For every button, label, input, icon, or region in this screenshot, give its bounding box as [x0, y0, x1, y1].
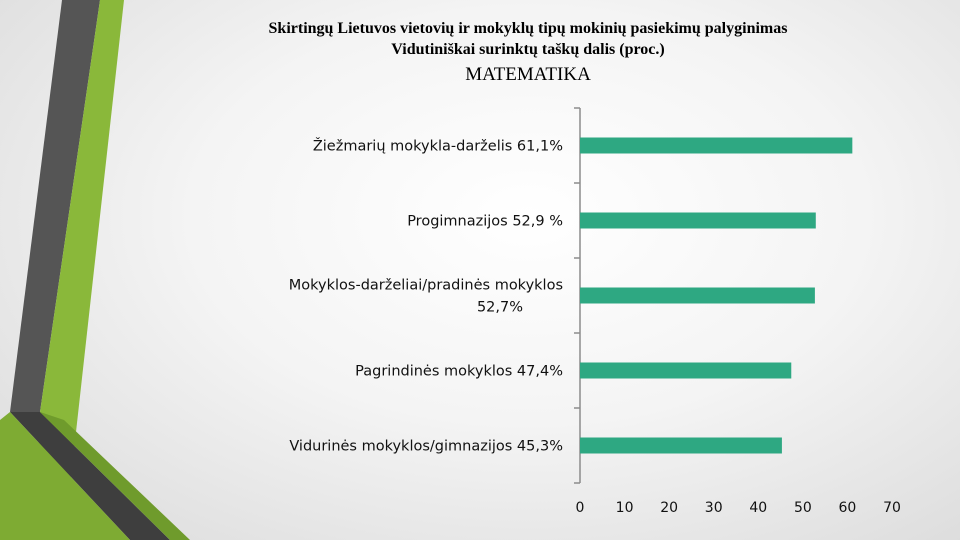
category-label: Mokyklos-darželiai/pradinės mokyklos 52,7% — [288, 277, 563, 316]
bar — [580, 363, 791, 379]
bar — [580, 438, 782, 454]
category-label: Žiežmarių mokykla-darželis 61,1% — [312, 138, 563, 155]
chart-title-line1: Skirtingų Lietuvos vietovių ir mokyklų tipų mokinių pasiekimų palyginimas — [268, 20, 788, 37]
x-tick-label: 60 — [838, 500, 857, 516]
x-tick-label: 30 — [704, 500, 723, 516]
x-tick-label: 20 — [660, 500, 679, 516]
bar — [580, 213, 816, 229]
category-label: Pagrindinės mokyklos 47,4% — [355, 363, 563, 380]
category-label: Progimnazijos 52,9 % — [407, 213, 563, 230]
chart-title-line2: Vidutiniškai surinktų taškų dalis (proc.) — [391, 41, 665, 58]
x-tick-label: 0 — [575, 500, 585, 516]
category-label: Vidurinės mokyklos/gimnazijos 45,3% — [289, 438, 563, 455]
chart-subtitle: MATEMATIKA — [465, 64, 591, 85]
x-tick-label: 50 — [793, 500, 812, 516]
x-tick-label: 10 — [615, 500, 634, 516]
x-tick-label: 40 — [749, 500, 768, 516]
bar — [580, 138, 852, 154]
x-tick-label: 70 — [883, 500, 901, 516]
bar — [580, 288, 815, 304]
